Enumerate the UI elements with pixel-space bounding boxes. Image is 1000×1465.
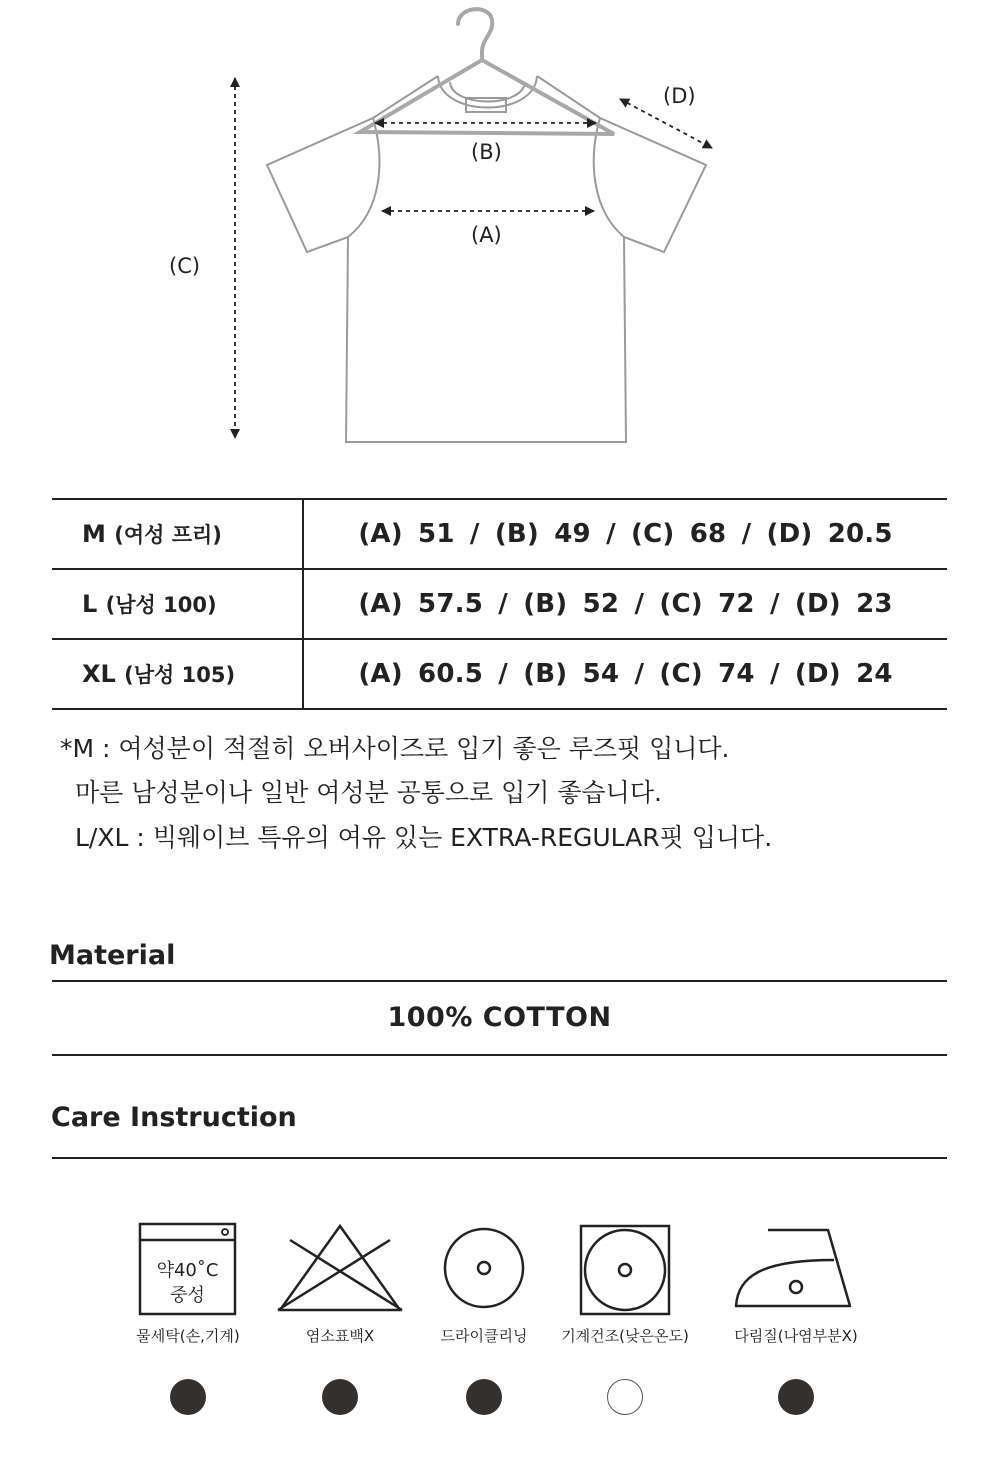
divider — [52, 1054, 947, 1056]
size-label: L — [82, 590, 98, 618]
size-label-kr: (여성 프리) — [114, 523, 222, 547]
tshirt-outline — [267, 76, 706, 442]
wash-temp-text: 약40˚C — [156, 1260, 219, 1281]
care-indicator-iron — [778, 1379, 814, 1415]
wash-detergent-text: 중성 — [170, 1285, 205, 1306]
fit-note-2: 마른 남성분이나 일반 여성분 공통으로 입기 좋습니다. — [75, 778, 662, 807]
care-label-bleach: 염소표백X — [305, 1327, 375, 1345]
care-title: Care Instruction — [51, 1102, 297, 1133]
tshirt-measurement-diagram — [0, 0, 1000, 460]
care-indicator-wash — [170, 1379, 206, 1415]
label-d: (D) — [663, 84, 696, 108]
care-label-wash: 물세탁(손,기계) — [136, 1327, 240, 1345]
table-row — [52, 569, 947, 639]
label-a: (A) — [471, 223, 502, 247]
size-label-kr: (남성 105) — [124, 663, 236, 687]
size-measurements: (A) 51 / (B) 49 / (C) 68 / (D) 20.5 — [303, 499, 947, 569]
label-c: (C) — [169, 254, 201, 278]
size-label-kr: (남성 100) — [105, 593, 217, 617]
size-label: M — [82, 520, 106, 548]
care-indicator-dryclean — [466, 1379, 502, 1415]
wash-tub-icon — [108, 1218, 268, 1322]
size-label: XL — [82, 660, 116, 688]
label-b: (B) — [471, 140, 502, 164]
material-title: Material — [49, 940, 176, 971]
care-indicator-bleach — [322, 1379, 358, 1415]
size-table — [52, 498, 947, 710]
tumble-dry-icon — [545, 1218, 705, 1322]
care-label-tumble-dry: 기계건조(낮은온도) — [561, 1327, 689, 1345]
no-bleach-icon — [260, 1218, 420, 1322]
fit-note-3: L/XL : 빅웨이브 특유의 여유 있는 EXTRA-REGULAR핏 입니다. — [75, 823, 773, 852]
table-row — [52, 499, 947, 569]
dry-clean-icon — [404, 1218, 564, 1322]
care-label-dryclean: 드라이클리닝 — [440, 1327, 528, 1345]
size-measurements: (A) 60.5 / (B) 54 / (C) 74 / (D) 24 — [303, 639, 947, 709]
care-label-iron: 다림질(나염부분X) — [734, 1327, 858, 1345]
iron-icon — [716, 1218, 876, 1322]
hanger-icon — [360, 9, 614, 134]
table-row — [52, 639, 947, 709]
care-indicator-tumble-dry — [607, 1379, 643, 1415]
fit-note-1: *M : 여성분이 적절히 오버사이즈로 입기 좋은 루즈핏 입니다. — [60, 734, 730, 763]
divider — [52, 1157, 947, 1159]
divider — [52, 980, 947, 982]
size-measurements: (A) 57.5 / (B) 52 / (C) 72 / (D) 23 — [303, 569, 947, 639]
material-value: 100% COTTON — [387, 1002, 612, 1033]
